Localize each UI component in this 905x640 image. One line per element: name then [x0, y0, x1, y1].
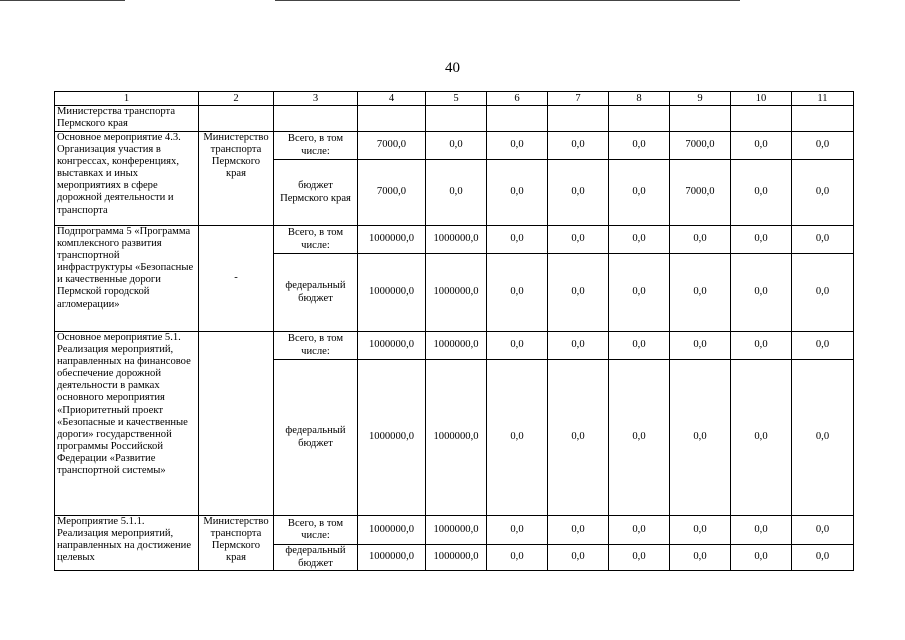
value-cell: 0,0: [548, 132, 609, 160]
value-cell: 7000,0: [670, 132, 731, 160]
value-cell: 0,0: [487, 132, 548, 160]
value-cell: 0,0: [731, 226, 792, 254]
top-edge-line: [275, 0, 740, 1]
column-header: 7: [548, 92, 609, 106]
value-cell: 0,0: [792, 360, 854, 516]
value-cell: 1000000,0: [358, 516, 426, 545]
column-header: 1: [55, 92, 199, 106]
value-cell: 0,0: [792, 516, 854, 545]
budget-table: [54, 91, 854, 571]
value-cell: 0,0: [609, 360, 670, 516]
column-header: 4: [358, 92, 426, 106]
source-cell: Всего, в том числе:: [274, 516, 358, 545]
value-cell: [731, 106, 792, 132]
source-cell: [274, 106, 358, 132]
top-edge-line: [0, 0, 125, 1]
value-cell: 0,0: [792, 160, 854, 226]
column-header: 5: [426, 92, 487, 106]
value-cell: 0,0: [731, 132, 792, 160]
value-cell: 0,0: [609, 516, 670, 545]
program-name-cell: Министерства транспорта Пермского края: [55, 106, 199, 132]
table-row: [55, 516, 854, 545]
value-cell: [670, 106, 731, 132]
value-cell: 1000000,0: [426, 516, 487, 545]
value-cell: 1000000,0: [426, 332, 487, 360]
source-cell: федеральный бюджет: [274, 545, 358, 571]
column-header: 6: [487, 92, 548, 106]
value-cell: 0,0: [487, 360, 548, 516]
executor-cell: Министерство транспорта Пермского края: [199, 132, 274, 226]
executor-cell: [199, 332, 274, 516]
value-cell: 1000000,0: [358, 545, 426, 571]
value-cell: 7000,0: [358, 160, 426, 226]
value-cell: 0,0: [487, 160, 548, 226]
value-cell: 0,0: [548, 226, 609, 254]
source-cell: федеральный бюджет: [274, 254, 358, 332]
value-cell: 0,0: [426, 160, 487, 226]
value-cell: 0,0: [548, 545, 609, 571]
value-cell: 0,0: [548, 254, 609, 332]
column-header: 8: [609, 92, 670, 106]
value-cell: 0,0: [548, 160, 609, 226]
source-cell: Всего, в том числе:: [274, 332, 358, 360]
table-row: [55, 332, 854, 360]
value-cell: [792, 106, 854, 132]
source-cell: Всего, в том числе:: [274, 132, 358, 160]
table-row: [55, 106, 854, 132]
value-cell: 1000000,0: [358, 254, 426, 332]
column-header: 9: [670, 92, 731, 106]
executor-cell: [199, 106, 274, 132]
value-cell: 0,0: [487, 545, 548, 571]
program-name-cell: Основное мероприятие 4.3. Организация участия в конгрессах, конференциях, выставках и иных мероприятиях в сфере дорожной деятельности и транспорта: [55, 132, 199, 226]
value-cell: [609, 106, 670, 132]
value-cell: 0,0: [548, 332, 609, 360]
value-cell: 0,0: [426, 132, 487, 160]
executor-cell: -: [199, 226, 274, 332]
value-cell: 1000000,0: [358, 226, 426, 254]
value-cell: 0,0: [609, 332, 670, 360]
value-cell: 0,0: [731, 254, 792, 332]
column-header: 2: [199, 92, 274, 106]
table-header-row: [55, 92, 854, 106]
value-cell: 1000000,0: [358, 360, 426, 516]
value-cell: 0,0: [609, 160, 670, 226]
value-cell: [358, 106, 426, 132]
column-header: 3: [274, 92, 358, 106]
value-cell: 0,0: [731, 545, 792, 571]
value-cell: 1000000,0: [426, 545, 487, 571]
source-cell: бюджет Пермского края: [274, 160, 358, 226]
value-cell: 7000,0: [358, 132, 426, 160]
value-cell: 0,0: [670, 226, 731, 254]
value-cell: 0,0: [487, 254, 548, 332]
value-cell: 0,0: [792, 132, 854, 160]
program-name-cell: Подпрограмма 5 «Программа комплексного развития транспортной инфраструктуры «Безопасные и качественные дороги Пермской городской агломерации»: [55, 226, 199, 332]
value-cell: [487, 106, 548, 132]
value-cell: 7000,0: [670, 160, 731, 226]
value-cell: 0,0: [670, 360, 731, 516]
value-cell: 0,0: [731, 516, 792, 545]
value-cell: 0,0: [487, 516, 548, 545]
value-cell: 0,0: [670, 254, 731, 332]
value-cell: 0,0: [731, 360, 792, 516]
value-cell: 0,0: [609, 226, 670, 254]
source-cell: федеральный бюджет: [274, 360, 358, 516]
column-header: 11: [792, 92, 854, 106]
value-cell: 0,0: [731, 332, 792, 360]
value-cell: 0,0: [609, 254, 670, 332]
value-cell: 1000000,0: [358, 332, 426, 360]
value-cell: 0,0: [792, 545, 854, 571]
program-name-cell: Основное мероприятие 5.1. Реализация мероприятий, направленных на финансовое обеспечение дорожной деятельности в рамках основного мероприятия «Приоритетный проект «Безопасные и качественные дороги» государственной программы Российской Федерации «Развитие транспортной системы»: [55, 332, 199, 516]
value-cell: 0,0: [792, 226, 854, 254]
page-number: 40: [445, 60, 460, 76]
value-cell: 0,0: [792, 254, 854, 332]
value-cell: 0,0: [548, 360, 609, 516]
table-row: [55, 226, 854, 254]
value-cell: 1000000,0: [426, 254, 487, 332]
value-cell: [548, 106, 609, 132]
value-cell: 1000000,0: [426, 360, 487, 516]
value-cell: 0,0: [609, 545, 670, 571]
table-row: [55, 132, 854, 160]
value-cell: 0,0: [487, 226, 548, 254]
value-cell: 0,0: [670, 545, 731, 571]
program-name-cell: Мероприятие 5.1.1. Реализация мероприятий, направленных на достижение целевых: [55, 516, 199, 571]
value-cell: 0,0: [670, 332, 731, 360]
executor-cell: Министерство транспорта Пермского края: [199, 516, 274, 571]
value-cell: [426, 106, 487, 132]
value-cell: 0,0: [731, 160, 792, 226]
value-cell: 0,0: [487, 332, 548, 360]
value-cell: 0,0: [792, 332, 854, 360]
value-cell: 0,0: [548, 516, 609, 545]
value-cell: 0,0: [609, 132, 670, 160]
value-cell: 1000000,0: [426, 226, 487, 254]
value-cell: 0,0: [670, 516, 731, 545]
column-header: 10: [731, 92, 792, 106]
source-cell: Всего, в том числе:: [274, 226, 358, 254]
